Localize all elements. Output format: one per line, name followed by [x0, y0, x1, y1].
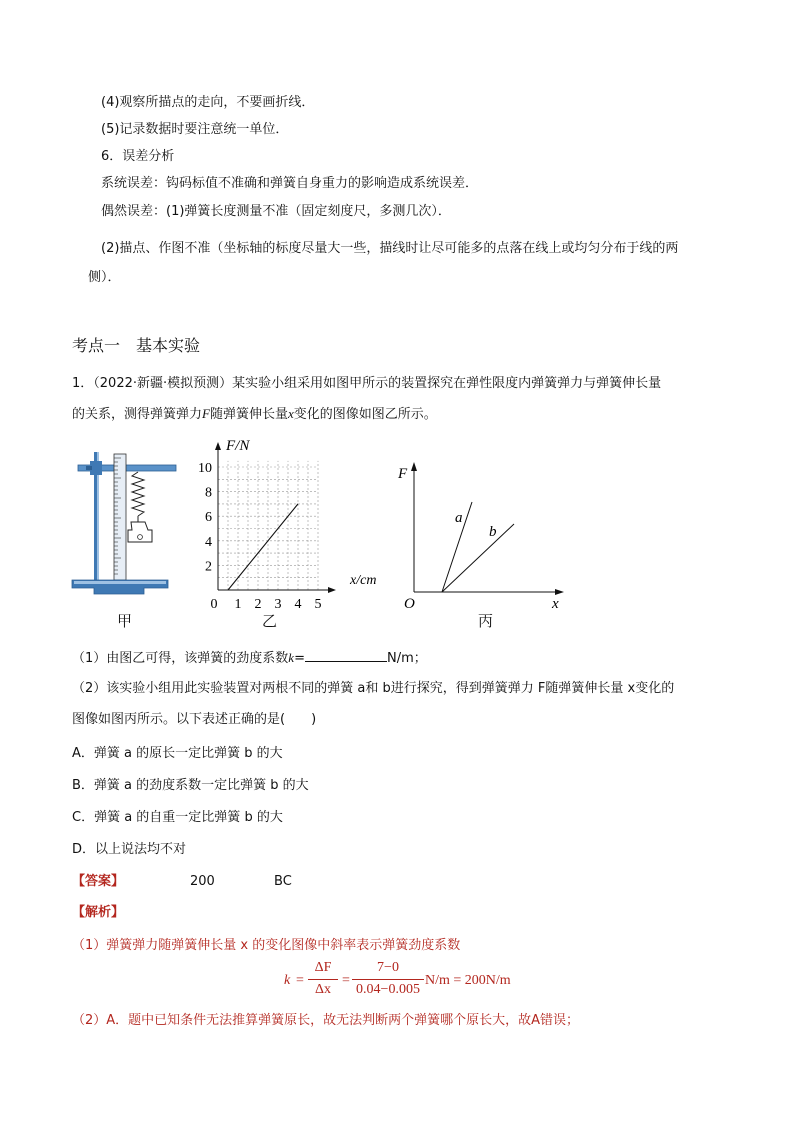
question-stem: 的关系，测得弹簧弹力F随弹簧伸长量x变化的图像如图乙所示。	[72, 406, 437, 422]
figure-yi-chart	[196, 440, 386, 616]
y-tick-label: 10	[198, 461, 212, 476]
option-c: C．弹簧 a 的自重一定比弹簧 b 的大	[72, 810, 283, 825]
sub-question-2: 图像如图丙所示。以下表述正确的是( )	[72, 712, 317, 727]
line-b	[442, 524, 514, 592]
x-tick-label: 0	[210, 597, 218, 612]
x-tick-label: 5	[314, 597, 322, 612]
answer-value-2: BC	[274, 874, 292, 889]
option-a: A．弹簧 a 的原长一定比弹簧 b 的大	[72, 746, 283, 761]
y-axis-arrow	[215, 442, 221, 450]
y-tick-label: 4	[205, 534, 212, 550]
series-line	[228, 504, 298, 590]
answer-label: 【答案】	[72, 874, 125, 889]
figure-label-bing: 丙	[478, 612, 494, 630]
axis-F-label: F	[398, 466, 408, 482]
text-line: 侧）．	[88, 270, 121, 285]
y-axis-label: F/N	[226, 440, 250, 454]
analysis-line: （1）弹簧弹力随弹簧伸长量 x 的变化图像中斜率表示弹簧劲度系数	[72, 938, 461, 953]
option-d: D．以上说法均不对	[72, 842, 187, 857]
question-stem: 1．（2022·新疆·模拟预测）某实验小组采用如图甲所示的装置探究在弹性限度内弹簧弹力与弹簧伸长量	[72, 376, 662, 391]
text-line: 系统误差：钩码标值不准确和弹簧自身重力的影响造成系统误差．	[101, 176, 479, 191]
origin-label: O	[404, 596, 415, 612]
figure-label-jia: 甲	[117, 612, 133, 630]
label-b: b	[489, 524, 497, 540]
text-line: (2)描点、作图不准（坐标轴的标度尽量大一些，描线时让尽可能多的点落在线上或均匀分布于线的两	[101, 241, 679, 256]
answer-value-1: 200	[190, 874, 215, 889]
sub-question-1: （1）由图乙可得，该弹簧的劲度系数k= N/m；	[72, 650, 427, 666]
y-tick-label: 2	[205, 559, 212, 575]
analysis-label: 【解析】	[72, 905, 125, 920]
y-tick-label: 8	[205, 485, 212, 501]
x-tick-label: 2	[254, 597, 262, 612]
x-tick-label: 3	[274, 597, 282, 612]
figure-bing-chart	[396, 456, 576, 612]
option-b: B．弹簧 a 的劲度系数一定比弹簧 b 的大	[72, 778, 309, 793]
x-axis-label: x/cm	[350, 573, 377, 588]
answer-blank[interactable]	[305, 649, 387, 662]
text-line: (4)观察所描点的走向，不要画折线．	[101, 95, 315, 110]
text-line: (5)记录数据时要注意统一单位．	[101, 122, 289, 137]
text-line: 偶然误差：(1)弹簧长度测量不准（固定刻度尺，多测几次）．	[101, 204, 451, 219]
y-tick-label: 6	[205, 510, 212, 526]
x-tick-label: 4	[294, 597, 302, 612]
figure-label-yi: 乙	[262, 612, 278, 630]
label-a: a	[455, 510, 463, 526]
section-title: 考点一 基本实验	[72, 336, 201, 355]
axis-x-label: x	[552, 596, 559, 612]
text-line: 6．误差分析	[101, 149, 175, 164]
x-tick-label: 1	[234, 597, 242, 612]
analysis-line: （2）A．题中已知条件无法推算弹簧原长，故无法判断两个弹簧哪个原长大，故A错误；	[72, 1013, 580, 1028]
x-axis-arrow	[328, 587, 336, 593]
sub-question-2: （2）该实验小组用此实验装置对两根不同的弹簧 a和 b进行探究，得到弹簧弹力 F随弹簧伸长量 x变化的	[72, 681, 675, 696]
figure-jia-apparatus	[60, 448, 190, 608]
